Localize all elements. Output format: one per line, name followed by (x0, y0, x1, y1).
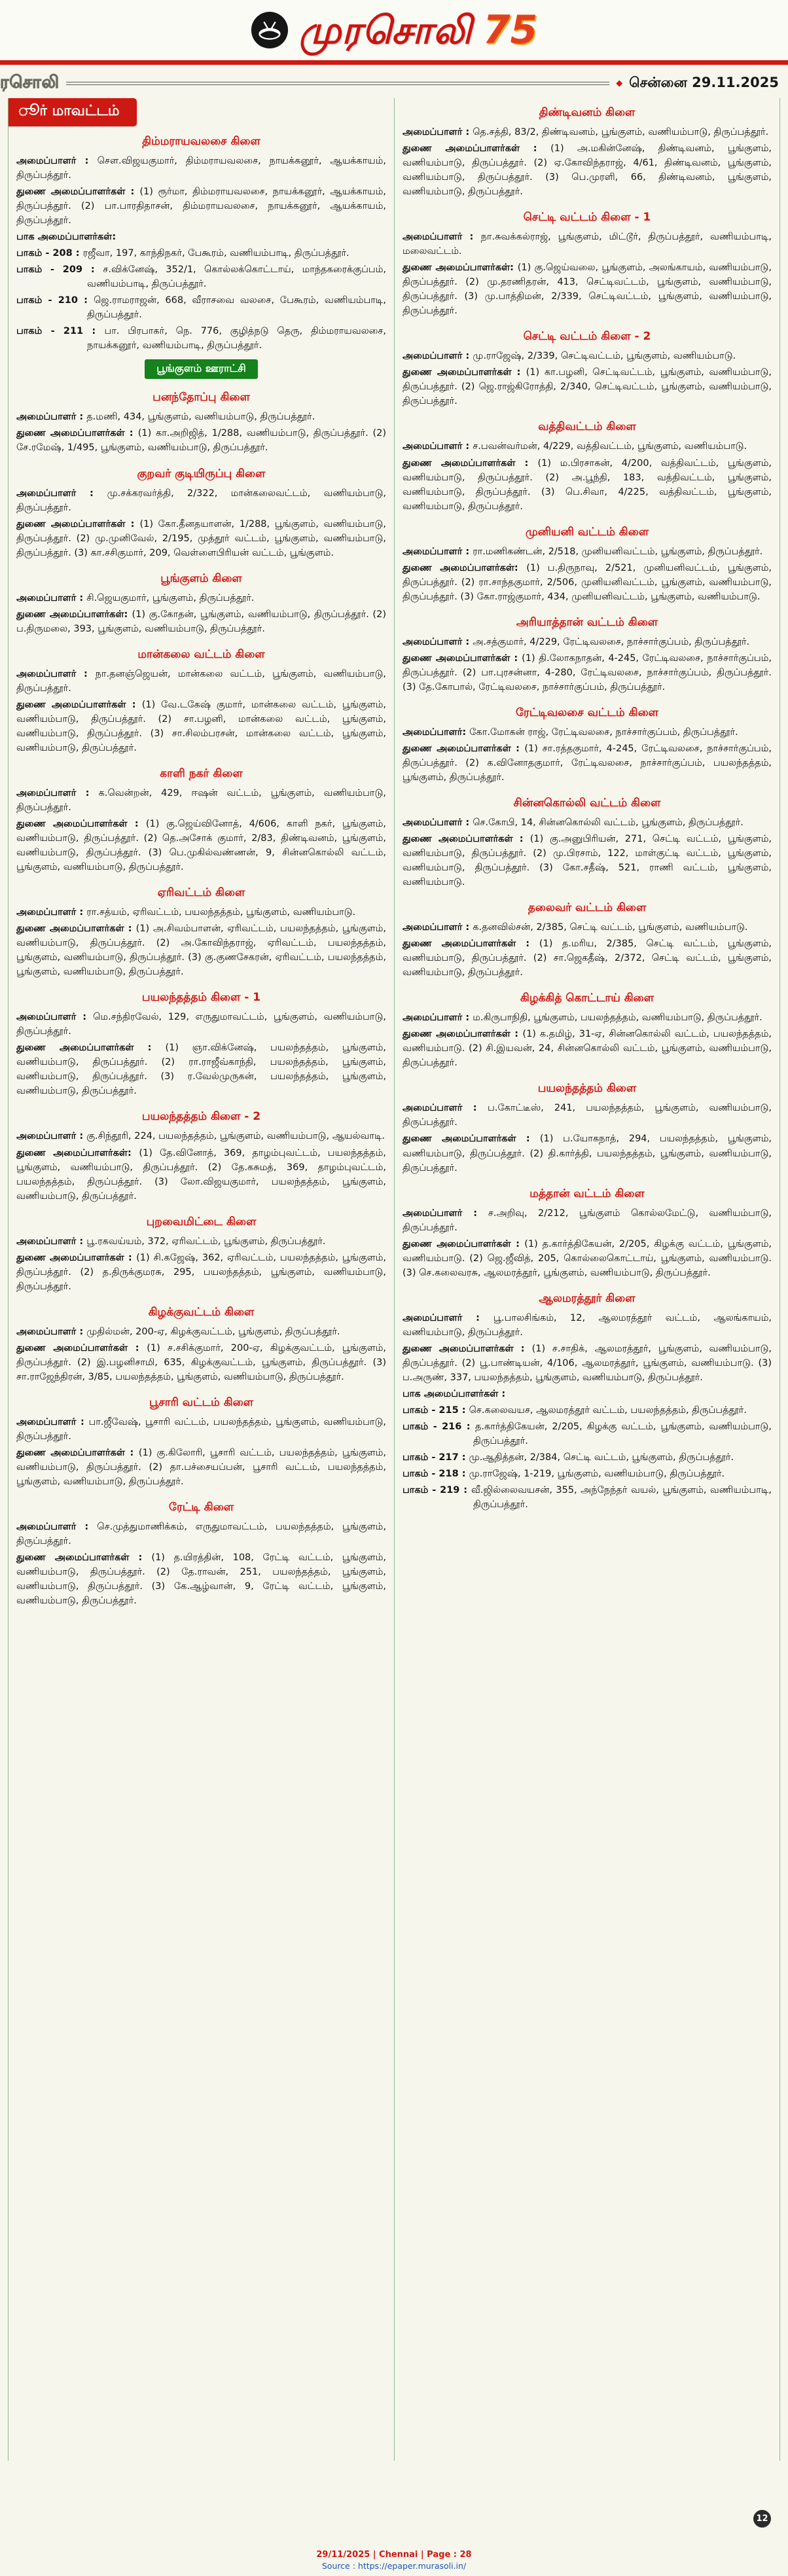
branch-section (16, 1391, 386, 1489)
role-label: அமைப்பாளர் : (16, 1326, 87, 1337)
role-label: துணை அமைப்பாளர்கள் : (16, 187, 140, 198)
organizer-line: அமைப்பாளர் : சௌ.விஜயகுமார், திம்மராயவலசை, நாயக்கனூர், ஆயக்காயம், திருப்பத்தூர். (16, 156, 386, 181)
branch-section (16, 385, 386, 455)
branch-heading: ரேட்டிவலசை வட்டம் கிளை (516, 706, 658, 719)
role-label: அமைப்பாளர் : (403, 922, 473, 933)
page-number-badge: 12 (753, 2510, 771, 2528)
organizer-line: அமைப்பாளர் : கு.சிந்தூரி, 224, பயலந்தத்தம், பூங்குளம், வணியம்பாடு, ஆயல்வாடி. (16, 1131, 385, 1142)
organizer-line: அமைப்பாளர் : நா.தனஞ்ஜெயன், மான்கலை வட்டம், பூங்குளம், வணியம்பாடு, திருப்பத்தூர். (16, 668, 386, 694)
role-label: துணை அமைப்பாளர்கள் : (16, 923, 136, 935)
district-banner: ூர் மாவட்டம் (9, 98, 137, 126)
role-label: துணை அமைப்பாளர்கள் : (403, 143, 551, 154)
role-label: பாகம் - 219 : (403, 1485, 471, 1496)
branch-section (403, 896, 772, 980)
branch-heading: அரியாத்தான் வட்டம் கிளை (516, 615, 658, 629)
branch-heading: மத்தான் வட்டம் கிளை (529, 1187, 645, 1200)
organizer-line: அமைப்பாளர் : சி.ஜெயகுமார், பூங்குளம், திருப்பத்தூர். (16, 592, 255, 603)
role-label: அமைப்பாளர் : (403, 1103, 488, 1114)
organizer-line: துணை அமைப்பாளர்கள் : (1) அ.மகின்னேஷ், திண்டிவனம், பூங்குளம், வணியம்பாடு, திருப்பத்தூர். (2) ஏ.கோவிந்தராஜ், 4/61, திண்டிவனம், பூங்குளம், வணியம்பாடு, திருப்பத்தூர். (3) பெ.முரளி, 66, திண்டிவனம், பூங்குளம், வணியம்பாடு, திருப்பத்தூர். (403, 143, 772, 198)
ward-organizer-line: பாகம் - 209 : ச.விக்னேஷ், 352/1, கொல்லக்கொட்டாய், மாந்தகரைக்குப்பம், வணியம்பாடி, திருப்பத்தூர். (16, 264, 386, 290)
organizer-line: அமைப்பாளர் : ரா.சத்யம், ஏரிவட்டம், பயலந்தத்தம், பூங்குளம், வணியம்பாடு. (16, 907, 356, 918)
organizer-line: துணை அமைப்பாளர்கள் : (1) த.மரிய, 2/385, செட்டி வட்டம், பூங்குளம், வணியம்பாடு, திருப்பத்தூர். (2) சா.ஜெகதீஷ், 2/372, செட்டி வட்டம், பூங்குளம், வணியம்பாடு, திருப்பத்தூர். (403, 939, 772, 978)
organizer-line: துணை அமைப்பாளர்கள் : (1) ச.சாதிக், ஆலமரத்தூர், பூங்குளம், வணியம்பாடு, திருப்பத்தூர். (2) பூ.பாண்டியன், 4/106, ஆலமரத்தூர், பூங்குளம், வணியம்பாடு. (3) ப.அருண், 337, பயலந்தத்தம், பூங்குளம், வணியம்பாடு, திருப்பத்தூர். (403, 1343, 772, 1383)
role-label: அமைப்பாளர் : (16, 156, 98, 166)
organizer-line: துணை அமைப்பாளர்கள் : (1) க.தமிழ், 31-ஏ, சின்னகொல்லி வட்டம், பயலந்தத்தம், வணியம்பாடு. (2) சி.இயவன், 24, சின்னகொல்லி வட்டம், பூங்குளம், வணியம்பாடு, திருப்பத்தூர். (403, 1029, 772, 1069)
ward-organizer-line: பாகம் - 211 : பா. பிரபாகர், நெ. 776, குழித்நடு தெரு, திம்மராயவலசை, நாயக்கனூர், வணியம்பாடி, திருப்பத்தூர். (16, 326, 386, 351)
role-label: துணை அமைப்பாளர்கள் : (403, 1134, 540, 1145)
branch-heading: பயலந்தத்தம் கிளை - 1 (141, 991, 261, 1005)
organizer-line: துணை அமைப்பாளர்கள் : (1) கா.பழனி, செட்டிவட்டம், பூங்குளம், வணியம்பாடு, திருப்பத்தூர். (2) ஜெ.ராஜ்கிரோத்தி, 2/340, செட்டிவட்டம், பூங்குளம், வணியம்பாடு, திருப்பத்தூர். (403, 367, 772, 407)
organizer-line: துணை அமைப்பாளர்கள் : (1) ரூர்மா, திம்மராயவலசை, நாயக்கனூர், ஆயக்காயம், திருப்பத்தூர். (2) பா.பாரதிதாசன், திம்மராயவலசை, நாயக்கனூர், ஆயக்காயம், திருப்பத்தூர். (16, 187, 386, 226)
ward-organizer-line: பாகம் - 210 : ஜெ.ராமராஜன், 668, வீராசவை வலசை, பேகூரம், வணியம்பாடி, திருப்பத்தூர். (16, 295, 386, 321)
footer-source-url: Source : https://epaper.murasoli.in/ (321, 2561, 467, 2571)
footer-edition-meta: 29/11/2025 | Chennai | Page : 28 (316, 2550, 472, 2560)
organizer-line: அமைப்பாளர் : க.வென்றன், 429, ஈஷன் வட்டம், பூங்குளம், வணியம்பாடு, திருப்பத்தூர். (16, 787, 387, 813)
branch-heading: பனந்தோப்பு கிளை (152, 391, 250, 404)
dateline-rule (66, 82, 609, 85)
branch-section (403, 415, 772, 513)
masthead (0, 0, 788, 60)
role-label: துணை அமைப்பாளர்கள் : (16, 819, 146, 829)
branch-section (16, 359, 386, 379)
role-label: அமைப்பாளர் : (16, 1131, 87, 1142)
role-label: அமைப்பாளர் : (16, 592, 87, 603)
role-label: அமைப்பாளர் : (16, 1012, 94, 1023)
role-label: துணை அமைப்பாளர்கள் : (403, 834, 530, 845)
organizer-line: துணை அமைப்பாளர்கள்: (1) கு.ஜெய்வலை, பூங்குளம், அலங்காயம், வணியம்பாடு, திருப்பத்தூர். (2) மு.தரணிதரன், 413, செட்டிவட்டம், பூங்குளம், வணியம்பாடு, திருப்பத்தூர். (3) மு.பாத்திமன், 2/339, செட்டிவட்டம், பூங்குளம், வணியம்பாடு, திருப்பத்தூர். (403, 262, 772, 317)
organizer-line: அமைப்பாளர் : க.தனவில்சன், 2/385, செட்டி வட்டம், பூங்குளம், வணியம்பாடு. (403, 922, 748, 933)
branch-section (16, 643, 386, 755)
role-label: பாகம் - 211 : (16, 326, 105, 337)
branch-heading: வத்திவட்டம் கிளை (538, 420, 636, 434)
branch-heading: பூசாரி வட்டம் கிளை (149, 1395, 254, 1409)
role-label: அமைப்பாளர் : (16, 907, 87, 918)
role-label: அமைப்பாளர் : (16, 668, 96, 679)
organizer-line: துணை அமைப்பாளர்கள் : (1) கு.அனுபிரியன், 271, செட்டி வட்டம், பூங்குளம், வணியம்பாடு, திருப்பத்தூர். (2) மு.பிரசாம், 122, மாள்குட்டி வட்டம், பூங்குளம், வணியம்பாடு, திருப்பத்தூர். (3) கோ.சதீஷ், 521, ராணி வட்டம், பூங்குளம், வணியம்பாடு. (403, 834, 772, 888)
organizer-line: துணை அமைப்பாளர்கள் : (1) சி.கஜேஷ், 362, ஏரிவட்டம், பயலந்தத்தம், பூங்குளம், திருப்பத்தூர். (2) த.திருக்குமரசு, 295, பயலந்தத்தம், பூங்குளம், வணியம்பாடு, திருப்பத்தூர். (16, 1252, 387, 1292)
role-label: துணை அமைப்பாளர்கள்: (16, 1147, 139, 1158)
role-label: பாகம் - 217 : (403, 1452, 469, 1463)
dateline-masthead-fragment: ரசொலி (0, 73, 60, 92)
branch-section (403, 701, 772, 785)
role-label: பாக அமைப்பாளர்கள்: (16, 232, 116, 243)
role-label: துணை அமைப்பாளர்கள் : (403, 939, 539, 950)
organizer-line: துணை அமைப்பாளர்கள் : (1) கா.அறிஜித், 1/288, வணியம்பாடு, திருப்பத்தூர். (2) சே.ரமேஷ், 1/495, பூங்குளம், வணியம்பாடு, திருப்பத்தூர். (16, 428, 386, 454)
branch-heading: காளி நகர் கிளை (160, 766, 243, 780)
branch-heading: திம்மராயவலசை கிளை (142, 135, 260, 148)
footer (0, 2550, 788, 2571)
branch-heading: திண்டிவனம் கிளை (539, 106, 636, 119)
organizer-line (16, 230, 386, 244)
role-label: பாக அமைப்பாளர்கள் : (403, 1388, 506, 1399)
organizer-line: அமைப்பாளர் : த.மணி, 434, பூங்குளம், வணியம்பாடு, திருப்பத்தூர். (16, 412, 315, 423)
role-label: துணை அமைப்பாளர்கள் : (403, 1029, 523, 1040)
organizer-line: துணை அமைப்பாளர்கள் : (1) த.கார்த்திகேயன், 2/205, கிழக்கு வட்டம், பூங்குளம், வணியம்பாடு. (2) ஜெ.ஜீவித், 205, கொல்லைகொட்டாய், பூங்குளம், வணியம்பாடு. (3) செ.கலைவரசு, ஆலமரத்தூர், பூங்குளம், வணியம்பாடு, திருப்பத்தூர். (403, 1238, 772, 1278)
organizer-line: அமைப்பாளர் : ம.கிருபாநிதி, பூங்குளம், பயலந்தத்தம், வணியம்பாடு, திருப்பத்தூர். (403, 1012, 762, 1024)
organizer-line: துணை அமைப்பாளர்கள் : (1) ம.பிரசாகன், 4/200, வத்திவட்டம், பூங்குளம், வணியம்பாடு, திருப்பத்தூர். (2) அ.பூந்தி, 183, வத்திவட்டம், பூங்குளம், வணியம்பாடு, திருப்பத்தூர். (3) பெ.சிவா, 4/225, வத்திவட்டம், பூங்குளம், வணியம்பாடு, திருப்பத்தூர். (403, 457, 772, 512)
organizer-line: துணை அமைப்பாளர்கள் : (1) வே.டகேஷ் குமார், மான்கலை வட்டம், பூங்குளம், வணியம்பாடு, திருப்பத்தூர். (2) சா.பழனி, மான்கலை வட்டம், பூங்குளம், வணியம்பாடு, திருப்பத்தூர். (3) சா.சிலம்பரசன், மான்கலை வட்டம், பூங்குளம், வணியம்பாடு, திருப்பத்தூர். (16, 699, 386, 753)
branch-section (403, 206, 772, 318)
role-label: பாகம் - 209 : (16, 264, 103, 276)
role-label: துணை அமைப்பாளர்கள் : (16, 1447, 139, 1458)
role-label: அமைப்பாளர்: (403, 726, 470, 738)
organizer-line: அமைப்பாளர் : நா.சுவக்கல்ராஜ், பூங்குளம், மிட்டூர், திருப்பத்தூர், வணியம்பாடி, மலைவட்டம். (403, 232, 772, 257)
branch-section (403, 1182, 772, 1280)
role-label: துணை அமைப்பாளர்கள் : (16, 1252, 137, 1263)
organizer-line: துணை அமைப்பாளர்கள்: (1) ப.திருநாவு, 2/521, முனியனிவட்டம், பூங்குளம், திருப்பத்தூர். (2) ரா.சாந்தகுமார், 2/506, முனியனிவட்டம், பூங்குளம், வணியம்பாடு, திருப்பத்தூர். (3) கோ.ராஜ்குமார், 434, முனியனிவட்டம், பூங்குளம், வணியம்பாடு. (403, 562, 772, 602)
role-label: பாகம் - 215 : (403, 1404, 469, 1416)
organizer-line: துணை அமைப்பாளர்கள் : (1) த.யிரத்தின், 108, ரேட்டி வட்டம், பூங்குளம், வணியம்பாடு, திருப்பத்தூர். (2) தே.ராவன், 251, பயலந்தத்தம், பூங்குளம், வணியம்பாடு, திருப்பத்தூர். (3) கே.ஆழ்வான், 9, ரேட்டி வட்டம், பூங்குளம், வணியம்பாடு, திருப்பத்தூர். (16, 1552, 386, 1607)
diamond-ornament-icon: ◆ (616, 79, 623, 88)
role-label: துணை அமைப்பாளர்கள்: (16, 609, 132, 620)
branch-section (16, 1210, 386, 1294)
organizer-line: அமைப்பாளர் : செ.கோபி, 14, சின்னகொல்லி வட்டம், பூங்குளம், திருப்பத்தூர். (403, 817, 743, 828)
branch-section (403, 520, 772, 604)
role-label: துணை அமைப்பாளர்கள் : (403, 1343, 532, 1354)
dateline-city-date: சென்னை 29.11.2025 (629, 75, 779, 90)
branch-heading: செட்டி வட்டம் கிளை - 1 (523, 211, 651, 224)
branch-section (16, 762, 386, 874)
organizer-line: துணை அமைப்பாளர்கள் : (1) ப.யோகநாத், 294, பயலந்தத்தம், பூங்குளம், வணியம்பாடு, திருப்பத்தூர். (2) தி.கார்த்தி, பயலந்தத்தம், பூங்குளம், வணியம்பாடு, திருப்பத்தூர். (403, 1134, 772, 1173)
role-label: துணை அமைப்பாளர்கள் : (403, 653, 522, 664)
ward-organizer-line: பாகம் - 208 : ரஜீவா, 197, காந்திநகர், பேகூரம், வணியம்பாடி, திருப்பத்தூர். (16, 248, 349, 259)
role-label: அமைப்பாளர் : (403, 351, 473, 362)
organizer-line: அமைப்பாளர் : ரா.மணிகண்டன், 2/518, முனியனிவட்டம், பூங்குளம், திருப்பத்தூர். (403, 546, 763, 557)
organizer-line: அமைப்பாளர் : பூ.ரகவய்யம், 372, ஏரிவட்டம், பூங்குளம், திருப்பத்தூர். (16, 1236, 326, 1247)
branch-section (16, 1495, 386, 1608)
organizer-line: அமைப்பாளர் : பூ.பாலசிங்கம், 12, ஆலமரத்தூர் வட்டம், ஆலங்காயம், வணியம்பாடு, திருப்பத்தூர். (403, 1312, 772, 1338)
branch-heading: கிழக்குவட்டம் கிளை (148, 1305, 255, 1319)
role-label: துணை அமைப்பாளர்கள் : (403, 1238, 525, 1249)
branch-heading: செட்டி வட்டம் கிளை - 2 (523, 330, 651, 344)
branch-section (16, 881, 386, 979)
masthead-title: முரசொலி (298, 8, 473, 52)
branch-heading: மான்கலை வட்டம் கிளை (137, 647, 265, 661)
organizer-line: துணை அமைப்பாளர்கள் : (1) தி.லோகநாதன், 4-245, ரேட்டிவலசை, நாச்சார்குப்பம், திருப்பத்தூர். (2) பா.புரசன்னா, 4-280, ரேட்டிவலசை, நாச்சார்குப்பம், திருப்பத்தூர். (3) தே.கோபால், ரேட்டிவலசை, நாச்சார்குப்பம், திருப்பத்தூர். (403, 653, 772, 692)
role-label: துணை அமைப்பாளர்கள் : (16, 1043, 166, 1054)
role-label: அமைப்பாளர் : (16, 1236, 87, 1247)
anniversary-75-badge: 75 (482, 7, 538, 53)
organizer-line: துணை அமைப்பாளர்கள் : (1) கு.ஜெய்வினோத், 4/606, காளி நகர், பூங்குளம், வணியம்பாடு, திருப்பத்தூர். (2) தெ.அசோக் குமார், 2/83, திண்டிவனம், பூங்குளம், வணியம்பாடு, திருப்பத்தூர். (3) பெ.முகில்வண்ணன், 9, சின்னகொல்லி வட்டம், பூங்குளம், வணியம்பாடு, திருப்பத்தூர். (16, 819, 386, 873)
branch-section (16, 1300, 386, 1384)
branch-section (16, 462, 386, 560)
branch-section (403, 1077, 772, 1175)
organizer-line: அமைப்பாளர் : மு.ராஜேஷ், 2/339, செட்டிவட்டம், பூங்குளம், வணியம்பாடு. (403, 351, 736, 362)
branch-heading: பயலந்தத்தம் கிளை (537, 1082, 637, 1096)
organizer-line: துணை அமைப்பாளர்கள்: (1) தே.வினோத், 369, தாழம்புவட்டம், பயலந்தத்தம், பூங்குளம், வணியம்பாடு, திருப்பத்தூர். (2) தே.கசுமத், 369, தாழம்புவட்டம், பயலந்தத்தம், திருப்பத்தூர். (3) லோ.விஜயகுமார், பயலந்தத்தம், பூங்குளம், வணியம்பாடு, திருப்பத்தூர். (16, 1147, 386, 1202)
role-label: அமைப்பாளர் : (403, 1208, 488, 1219)
branch-heading: தலைவர் வட்டம் கிளை (528, 901, 647, 915)
role-label: அமைப்பாளர் : (403, 546, 473, 557)
role-label: அமைப்பாளர் : (403, 1312, 493, 1323)
organizer-line: அமைப்பாளர் : அ.சத்குமார், 4/229, ரேட்டிவலசை, நாச்சார்குப்பம், திருப்பத்தூர். (403, 636, 750, 647)
organizer-line: துணை அமைப்பாளர்கள் : (1) சா.ரத்தகுமார், 4-245, ரேட்டிவலசை, நாச்சார்குப்பம், திருப்பத்தூர். (2) க.வினோதகுமார், ரேட்டிவலசை, நாச்சார்குப்பம், பயலந்தத்தம், பூங்குளம், திருப்பத்தூர். (403, 743, 772, 783)
organizer-line: துணை அமைப்பாளர்கள்: (1) கு.கோதன், பூங்குளம், வணியம்பாடு, திருப்பத்தூர். (2) ப.திருமலை, 393, பூங்குளம், வணியம்பாடு, திருப்பத்தூர். (16, 609, 386, 634)
organizer-line: அமைப்பாளர் : முதில்மன், 200-ஏ, கிழக்குவட்டம், பூங்குளம், திருப்பத்தூர். (16, 1326, 340, 1337)
role-label: துணை அமைப்பாளர்கள் : (403, 367, 526, 378)
role-label: பாகம் - 218 : (403, 1469, 469, 1480)
role-label: அமைப்பாளர் : (403, 636, 473, 647)
role-label: துணை அமைப்பாளர்கள் : (16, 428, 138, 439)
organizer-line (403, 1387, 772, 1401)
branch-section (403, 325, 772, 408)
role-label: அமைப்பாளர் : (403, 127, 473, 137)
branch-heading: முனியனி வட்டம் கிளை (525, 525, 649, 539)
role-label: அமைப்பாளர் : (16, 787, 99, 798)
ward-organizer-line: பாகம் - 219 : வீ.ஜில்லைவயசன், 355, அந்நேந்தர் வயல், பூங்குளம், வணியம்பாடி, திருப்பத்தூர். (403, 1485, 772, 1511)
organizer-line: அமைப்பாளர் : ப.கோட்டீஸ், 241, பயலந்தத்தம், பூங்குளம், வணியம்பாடு, திருப்பத்தூர். (403, 1103, 772, 1128)
dateline (0, 73, 779, 94)
branch-heading: ஏரிவட்டம் கிளை (157, 886, 245, 900)
article-columns (8, 98, 780, 2461)
column-right (394, 98, 779, 2461)
organizer-line: துணை அமைப்பாளர்கள் : (1) கோ.தீனதயாளன், 1/288, பூங்குளம், வணியம்பாடு, திருப்பத்தூர். (2) மு.முனிவேல், 2/195, முத்தூர் வட்டம், பூங்குளம், வணியம்பாடு, திருப்பத்தூர். (3) கா.சசிகுமார், 209, வெள்ளைபிரியன் வட்டம், பூங்குளம். (16, 518, 386, 558)
organizer-line: அமைப்பாளர் : செ.முத்துமாணிக்கம், எருதுமாவட்டம், பயலந்தத்தம், பூங்குளம், திருப்பத்தூர். (16, 1522, 386, 1547)
masthead-red-band (0, 60, 788, 65)
branch-heading: ஆலமரத்தூர் கிளை (539, 1291, 636, 1305)
role-label: பாகம் - 216 : (403, 1421, 475, 1432)
organizer-line: துணை அமைப்பாளர்கள் : (1) ச.சசிக்குமார், 200-ஏ, கிழக்குவட்டம், பூங்குளம், திருப்பத்தூர். (2) இ.பழனிசாமி, 635, கிழக்குவட்டம், பூங்குளம், திருப்பத்தூர். (3) சா.ராஜேந்திரன், 3/85, பயலந்தத்தம், பூங்குளம், வணியம்பாடு, திருப்பத்தூர். (16, 1342, 386, 1382)
branch-heading: பூங்குளம் கிளை (160, 571, 242, 585)
ward-organizer-line: பாகம் - 218 : மு.ராஜேஷ், 1-219, பூங்குளம், வணியம்பாடு, திருப்பத்தூர். (403, 1469, 725, 1480)
role-label: அமைப்பாளர் : (16, 412, 87, 423)
role-label: அமைப்பாளர் : (16, 1416, 89, 1427)
branch-section (16, 1105, 386, 1203)
role-label: துணை அமைப்பாளர்கள்: (403, 562, 527, 573)
branch-section (403, 101, 772, 199)
role-label: பாகம் - 210 : (16, 295, 94, 306)
organizer-line: அமைப்பாளர் : மெ.சந்திரவேல், 129, எருதுமாவட்டம், பூங்குளம், வணியம்பாடு, திருப்பத்தூர். (16, 1012, 386, 1037)
panchayat-heading: பூங்குளம் ஊராட்சி (145, 359, 258, 379)
role-label: அமைப்பாளர் : (403, 1012, 473, 1024)
branch-heading: குறவர் குடியிருப்பு கிளை (137, 467, 266, 480)
branch-section (16, 986, 386, 1098)
organizer-line: அமைப்பாளர் : தெ.சத்தி, 83/2, திண்டிவனம், பூங்குளம், வணியம்பாடு, திருப்பத்தூர். (403, 127, 769, 137)
branch-section (16, 567, 386, 636)
organizer-line: துணை அமைப்பாளர்கள் : (1) அ.சிவம்பாளன், ஏரிவட்டம், பயலந்தத்தம், பூங்குளம், வணியம்பாடு, திருப்பத்தூர். (2) அ.கோவிந்தராஜ், ஏரிவட்டம், பயலந்தத்தம், பூங்குளம், வணியம்பாடு, திருப்பத்தூர். (3) கு.குணசேகரன், ஏரிவட்டம், பயலந்தத்தம், பூங்குளம், வணியம்பாடு, திருப்பத்தூர். (16, 923, 386, 978)
branch-heading: ரேட்டி கிளை (168, 1501, 234, 1514)
organizer-line: அமைப்பாளர் : பா.ஜீவேஷ், பூசாரி வட்டம், பயலந்தத்தம், பூங்குளம், வணியம்பாடு, திருப்பத்தூர். (16, 1416, 386, 1442)
role-label: அமைப்பாளர் : (16, 488, 107, 499)
role-label: துணை அமைப்பாளர்கள் : (16, 1552, 152, 1564)
role-label: துணை அமைப்பாளர்கள் : (403, 743, 525, 754)
ward-organizer-line: பாகம் - 215 : செ.கலைவயச, ஆலமரத்தூர் வட்டம், பயலந்தத்தம், திருப்பத்தூர். (403, 1404, 747, 1416)
branch-heading: சின்னகொல்லி வட்டம் கிளை (513, 796, 661, 810)
branch-section (16, 130, 386, 353)
role-label: துணை அமைப்பாளர்கள்: (403, 262, 518, 274)
branch-section (403, 1287, 772, 1512)
ward-organizer-line: பாகம் - 216 : த.கார்த்திகேயன், 2/205, கிழக்கு வட்டம், பூங்குளம், வணியம்பாடு, திருப்பத்தூர். (403, 1421, 772, 1446)
branch-heading: பயலந்தத்தம் கிளை - 2 (141, 1110, 261, 1124)
role-label: துணை அமைப்பாளர்கள் : (16, 518, 140, 529)
organizer-line: துணை அமைப்பாளர்கள் : (1) கு.கிலோரி, பூசாரி வட்டம், பயலந்தத்தம், பூங்குளம், வணியம்பாடு, திருப்பத்தூர். (2) தா.பச்சையப்பன், பூசாரி வட்டம், பயலந்தத்தம், பூங்குளம், வணியம்பாடு, திருப்பத்தூர். (16, 1447, 386, 1487)
role-label: அமைப்பாளர் : (16, 1522, 98, 1533)
column-left (9, 98, 394, 2461)
role-label: துணை அமைப்பாளர்கள் : (403, 457, 538, 469)
role-label: துணை அமைப்பாளர்கள் : (16, 1342, 147, 1353)
role-label: அமைப்பாளர் : (403, 817, 473, 828)
organizer-line: துணை அமைப்பாளர்கள் : (1) ஞா.விக்னேஷ், பயலந்தத்தம், பூங்குளம், வணியம்பாடு, திருப்பத்தூர். (2) ரா.ராஜீவ்காந்தி, பயலந்தத்தம், பூங்குளம், வணியம்பாடு, திருப்பத்தூர். (3) ர.வேல்முருகன், பயலந்தத்தம், பூங்குளம், வணியம்பாடு, திருப்பத்தூர். (16, 1043, 386, 1097)
organizer-line: அமைப்பாளர்: கோ.மோகன் ராஜ், ரேட்டிவலசை, நாச்சார்குப்பம், திருப்பத்தூர். (403, 726, 738, 738)
ward-organizer-line: பாகம் - 217 : மு.ஆதித்தன், 2/384, செட்டி வட்டம், பூங்குளம், திருப்பத்தூர். (403, 1452, 734, 1463)
organizer-line: அமைப்பாளர் : ச.பவன்வர்மன், 4/229, வத்திவட்டம், பூங்குளம், வணியம்பாடு. (403, 441, 747, 452)
branch-section (403, 791, 772, 889)
murasu-drum-emblem-icon (251, 11, 289, 49)
branch-section (403, 986, 772, 1070)
organizer-line: அமைப்பாளர் : மு.சக்கரவர்த்தி, 2/322, மான்கலைவட்டம், வணியம்பாடு, திருப்பத்தூர். (16, 488, 386, 513)
role-label: துணை அமைப்பாளர்கள் : (16, 699, 142, 710)
role-label: அமைப்பாளர் : (403, 232, 481, 243)
organizer-line: அமைப்பாளர் : ச.அறிவு, 2/212, பூங்குளம் கொல்லமேட்டு, வணியம்பாடு, திருப்பத்தூர். (403, 1208, 772, 1233)
role-label: அமைப்பாளர் : (403, 441, 473, 452)
branch-heading: கிழக்கித் கொட்டாய் கிளை (520, 992, 654, 1005)
branch-section (403, 611, 772, 694)
branch-heading: புறவைமிட்டை கிளை (146, 1215, 257, 1228)
role-label: பாகம் - 208 : (16, 248, 83, 259)
